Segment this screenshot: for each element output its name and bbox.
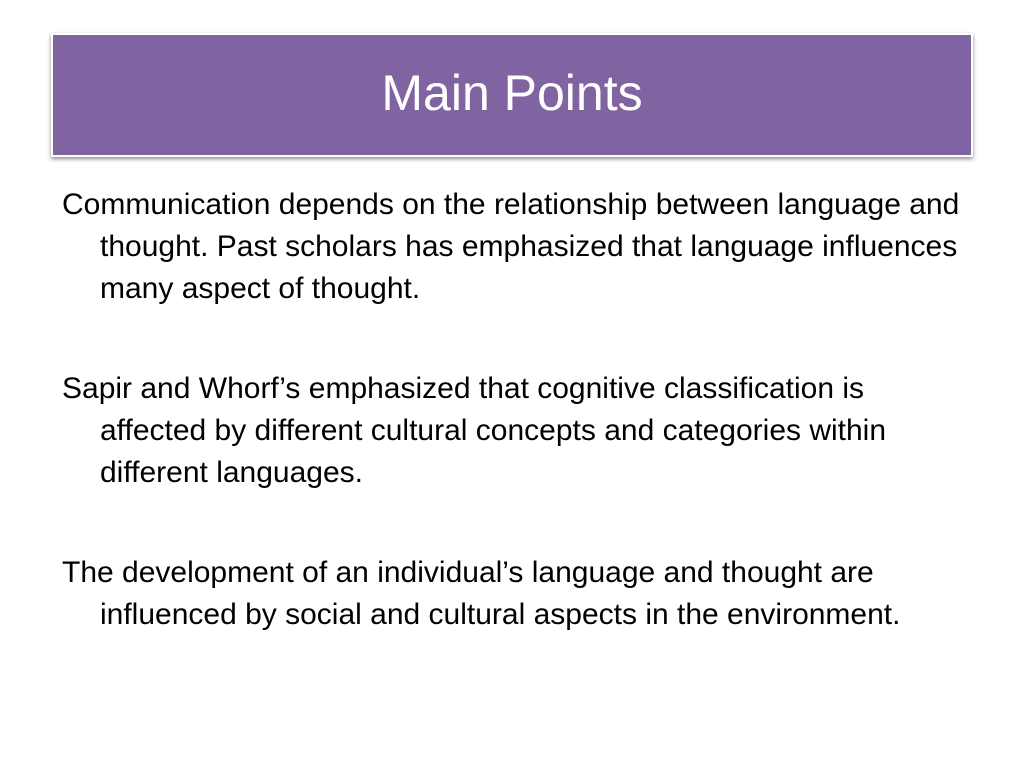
paragraph-communication: Communication depends on the relationship between language and thought. Past scholars has emphasized that language influences many aspect of thought.: [62, 188, 960, 305]
slide-body: [62, 184, 962, 694]
slide-title: Main Points: [381, 65, 643, 121]
paragraph-sapir-whorf: Sapir and Whorf’s emphasized that cognitive classification is affected by different cultural concepts and categories within different languages.: [62, 372, 887, 489]
title-banner: [51, 33, 973, 157]
paragraph-development: The development of an individual’s language and thought are influenced by social and cultural aspects in the environment.: [62, 556, 901, 631]
